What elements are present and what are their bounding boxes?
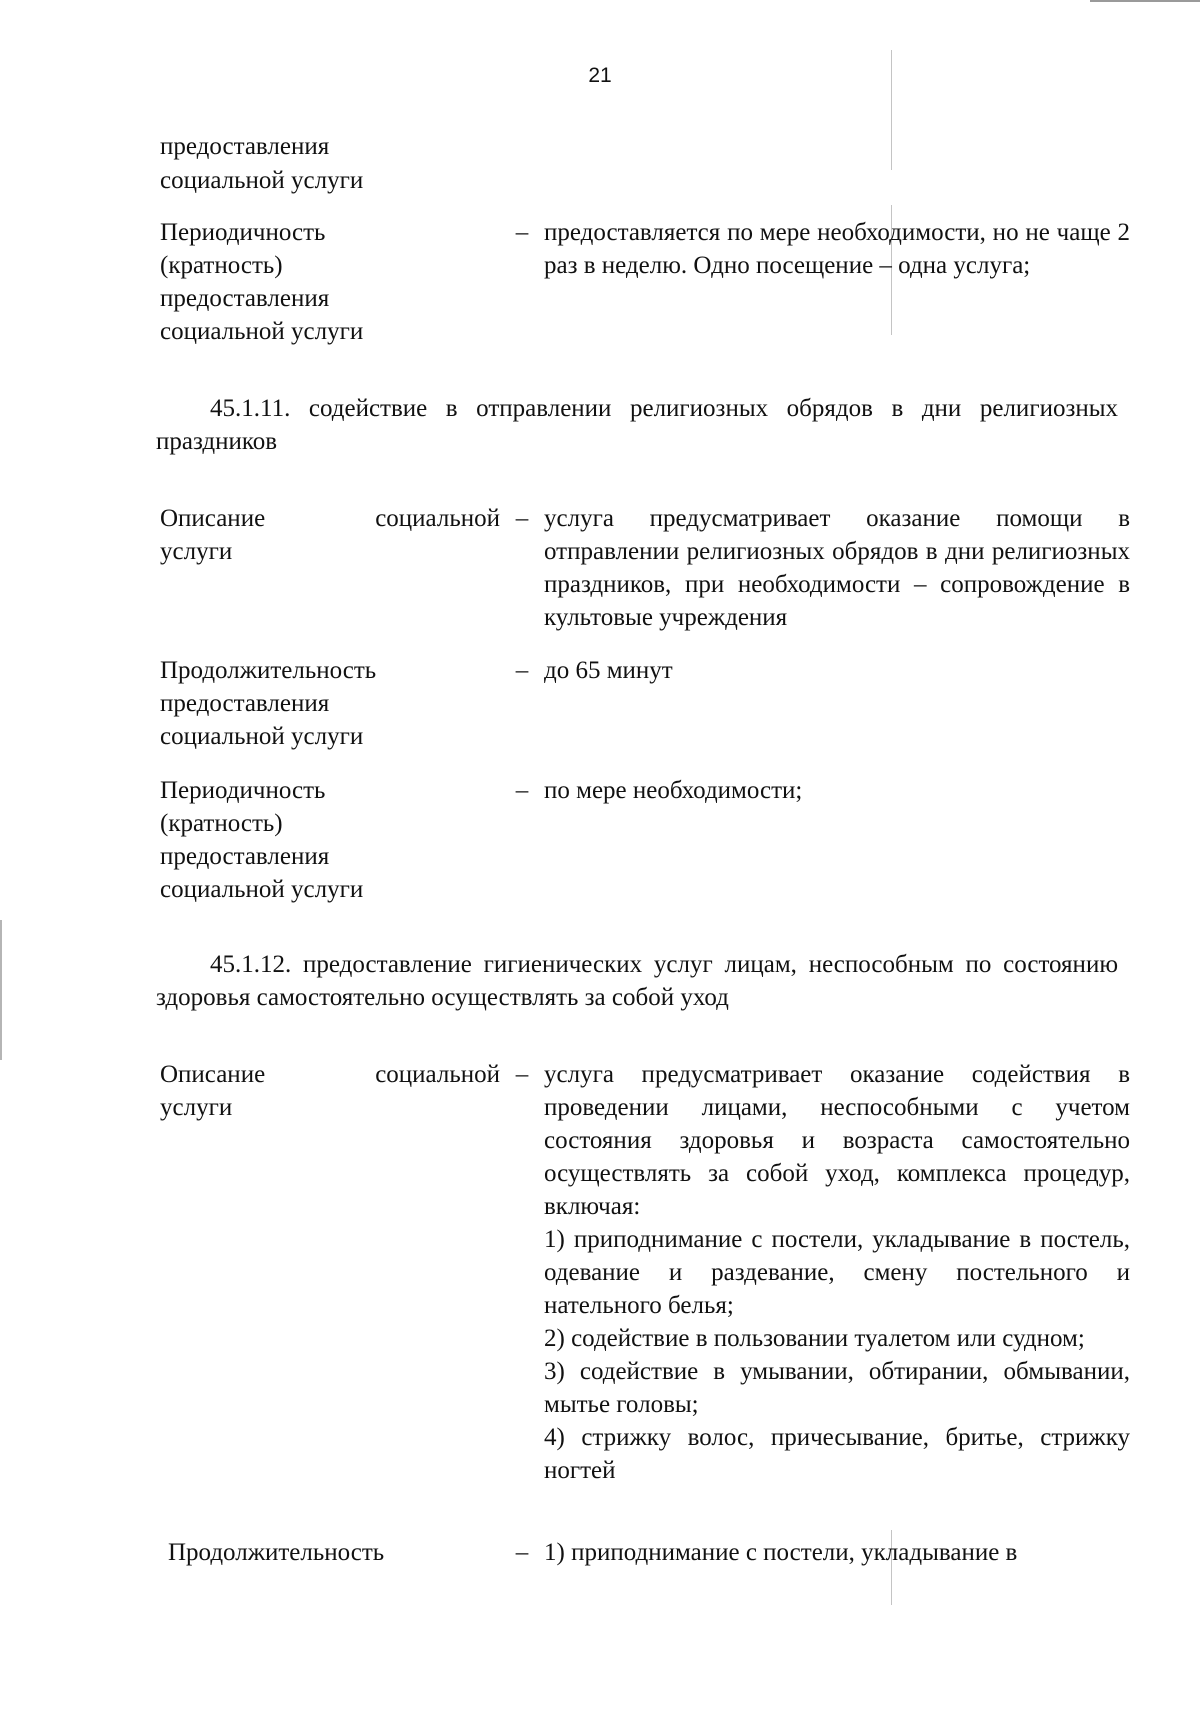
dash: – [515,1539,529,1566]
section-heading-45-1-11: 45.1.11. содействие в отправлении религиозных обрядов в дни религиозных праздников [156,395,1118,455]
procedure-item: 1) приподнимание с постели, укладывание в постель, одевание и раздевание, смену постельного и нательного белья; [544,1226,1130,1319]
label-line: социальной услуги [160,876,364,903]
duration-row-11 [160,654,1130,753]
duration-label: Продолжительность [168,1539,385,1566]
label-line: (кратность) [160,810,283,837]
label-line: предоставления [160,285,330,312]
page-number: 21 [588,64,612,87]
label-line: предоставления [160,843,330,870]
description-label [160,1058,500,1124]
periodicity-row-10 [160,216,1130,348]
section-heading-45-1-12: 45.1.12. предоставление гигиенических услуг лицам, неспособным по состоянию здоровья самостоятельно осуществлять за собой уход [156,951,1118,1011]
label-line: Периодичность [160,777,326,804]
label-line: Продолжительность [160,657,377,684]
label-line: услуги [160,1094,233,1121]
duration-value: до 65 минут [544,657,673,684]
dash: – [515,505,529,532]
procedure-item: 3) содействие в умывании, обтирании, обмывании, мытье головы; [544,1358,1130,1418]
dash: – [515,657,529,684]
label-word: Описание [160,1061,266,1088]
periodicity-value: по мере необходимости; [544,777,803,804]
duration-row-12 [160,1536,1130,1569]
label-line: Периодичность [160,219,326,246]
label-line: (кратность) [160,252,283,279]
label-word: социальной [375,505,500,532]
periodicity-row-11 [160,774,1130,906]
description-row-12 [160,1058,1130,1487]
label-line: социальной услуги [160,318,364,345]
periodicity-label [160,216,500,348]
description-label [160,502,500,568]
label-line: предоставления [160,133,330,160]
dash: – [515,1061,529,1088]
scan-edge-left [0,920,2,1060]
label-line: социальной услуги [160,167,364,194]
scan-edge-top [1090,0,1200,2]
periodicity-value: предоставляется по мере необходимости, но не чаще 2 раз в неделю. Одно посещение – одна услуга; [544,219,1130,279]
duration-value: 1) приподнимание с постели, укладывание в [544,1539,1018,1566]
procedure-item: 4) стрижку волос, причесывание, бритье, стрижку ногтей [544,1424,1130,1484]
dash: – [515,219,529,246]
label-line: предоставления [160,690,330,717]
description-intro: услуга предусматривает оказание содействия в проведении лицами, неспособными с учетом состояния здоровья и возраста самостоятельно осуществлять за собой уход, комплекса процедур, включая: [544,1061,1130,1220]
label-word: Описание [160,505,266,532]
label-line: социальной услуги [160,723,364,750]
procedure-item: 2) содействие в пользовании туалетом или судном; [544,1325,1085,1352]
label-line: услуги [160,538,233,565]
description-value: услуга предусматривает оказание помощи в отправлении религиозных обрядов в дни религиозных праздников, при необходимости – сопровождение в культовые учреждения [544,505,1130,631]
duration-label [160,654,500,753]
description-value [544,1058,1130,1487]
periodicity-label [160,774,500,906]
dash: – [515,777,529,804]
description-row-11 [160,502,1130,634]
label-word: социальной [375,1061,500,1088]
